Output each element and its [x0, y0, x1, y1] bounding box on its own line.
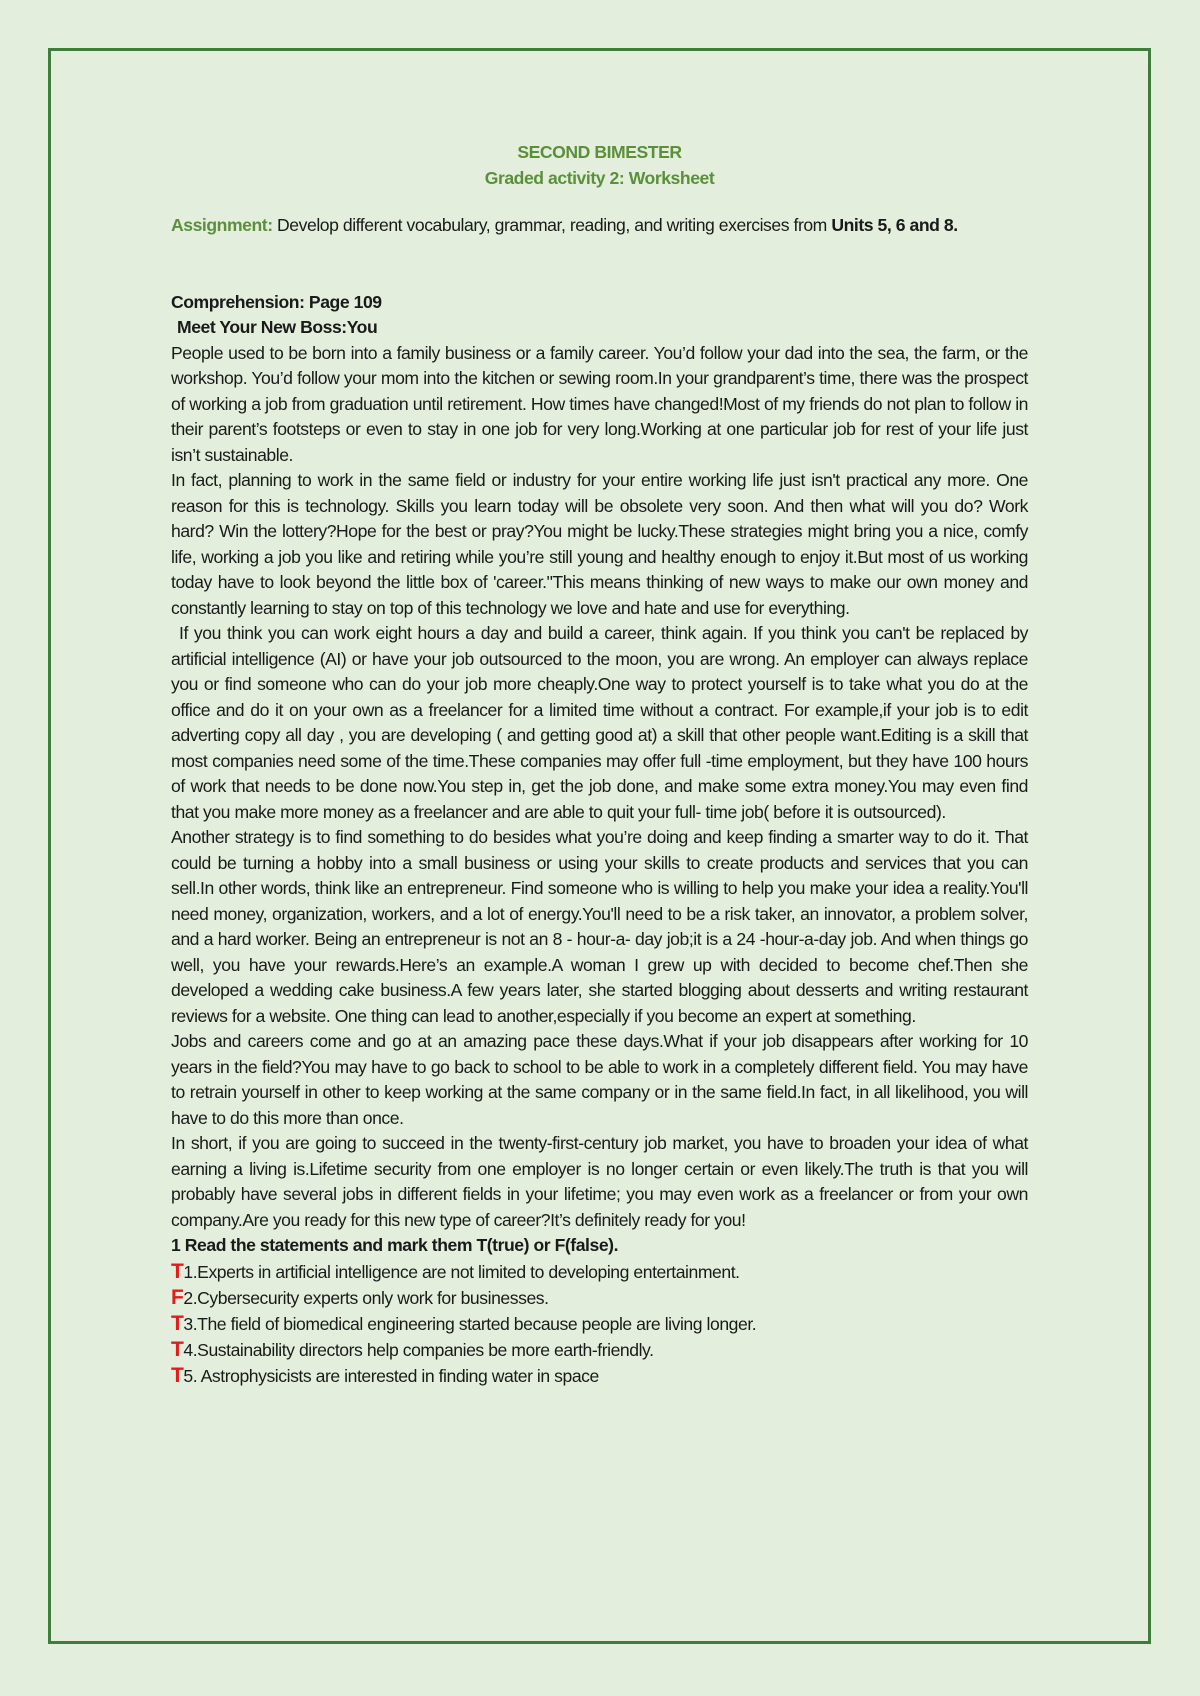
statement-text: 5. Astrophysicists are interested in finding water in space [183, 1365, 599, 1386]
document-body [171, 140, 1028, 1389]
exercise-instruction: 1 Read the statements and mark them T(true) or F(false). [171, 1235, 619, 1255]
answer-mark: T [171, 1337, 184, 1361]
article-paragraph-1: People used to be born into a family business or a family career. You’d follow your dad into the sea, the farm, or the workshop. You’d follow your mom into the kitchen or sewing room.In your grandparent’s time, there was the prospect of working a job from graduation until retirement. How times have changed!Most of my friends do not plan to follow in their parent’s footsteps or even to stay in one job for very long.Working at one particular job for rest of your life just isn’t sustainable. [171, 342, 1028, 465]
article-title: Meet Your New Boss:You [177, 317, 378, 337]
page-subtitle: Graded activity 2: Worksheet [484, 167, 715, 188]
answer-mark: T [171, 1311, 184, 1335]
statement-item [171, 1285, 1028, 1311]
article-paragraph-4: Another strategy is to find something to do besides what you’re doing and keep finding a smarter way to do it. That could be turning a hobby into a small business or using your skills to create products and services that you can sell.In other words, think like an entrepreneur. Find someone who is willing to help you make your idea a reality.You'll need money, organization, workers, and a lot of energy.You'll need to be a risk taker, an innovator, a problem solver, and a hard worker. Being an entrepreneur is not an 8 - hour-a- day job;it is a 24 -hour-a-day job. And when things go well, you have your rewards.Here’s an example.A woman I grew up with decided to become chef.Then she developed a wedding cake business.A few years later, she started blogging about desserts and writing restaurant reviews for a website. One thing can lead to another,especially if you become an expert at something. [171, 827, 1028, 1026]
article-paragraph-6: In short, if you are going to succeed in the twenty-first-century job market, you have to broaden your idea of what earning a living is.Lifetime security from one employer is no longer certain or even likely.The truth is that you will probably have several jobs in different fields in your lifetime; you may even work as a freelancer or from your own company.Are you ready for this new type of career?It’s definitely ready for you! [171, 1133, 1028, 1230]
page-title: SECOND BIMESTER [517, 142, 682, 162]
statement-item [171, 1363, 1028, 1389]
answer-mark: F [171, 1285, 184, 1309]
statement-text: 1.Experts in artificial intelligence are not limited to developing entertainment. [183, 1261, 740, 1282]
statement-item [171, 1337, 1028, 1363]
statement-text: 4.Sustainability directors help companies be more earth-friendly. [183, 1339, 654, 1360]
statement-item [171, 1259, 1028, 1285]
statement-text: 2.Cybersecurity experts only work for businesses. [183, 1287, 549, 1308]
statement-item [171, 1311, 1028, 1337]
assignment-units: Units 5, 6 and 8. [831, 215, 958, 235]
assignment-line [171, 213, 1028, 239]
article-paragraph-5: Jobs and careers come and go at an amazing pace these days.What if your job disappears after working for 10 years in the field?You may have to go back to school to be able to work in a completely different field. You may have to retrain yourself in other to keep working at the same company or in the same field.In fact, in all likelihood, you will have to do this more than once. [171, 1031, 1028, 1128]
assignment-text: Develop different vocabulary, grammar, reading, and writing exercises from [272, 215, 832, 235]
answer-mark: T [171, 1363, 184, 1387]
article-paragraph-2: In fact, planning to work in the same field or industry for your entire working life just isn't practical any more. One reason for this is technology. Skills you learn today will be obsolete very soon. And then what will you do? Work hard? Win the lottery?Hope for the best or pray?You might be lucky.These strategies might bring you a nice, comfy life, working a job you like and retiring while you’re still young and healthy enough to enjoy it.But most of us working today have to look beyond the little box of 'career."This means thinking of new ways to make our own money and constantly learning to stay on top of this technology we love and hate and use for everything. [171, 470, 1028, 618]
statement-text: 3.The field of biomedical engineering started because people are living longer. [183, 1313, 757, 1334]
assignment-label: Assignment: [171, 215, 273, 235]
comprehension-heading: Comprehension: Page 109 [171, 291, 382, 312]
answer-mark: T [171, 1259, 184, 1283]
article-paragraph-3: If you think you can work eight hours a day and build a career, think again. If you think you can't be replaced by artificial intelligence (AI) or have your job outsourced to the moon, you are wrong. An employer can always replace you or find someone who can do your job more cheaply.One way to protect yourself is to take what you do at the office and do it on your own as a freelancer for a limited time without a contract. For example,if your job is to edit adverting copy all day , you are developing ( and getting good at) a skill that other people want.Editing is a skill that most companies need some of the time.These companies may offer full -time employment, but they have 100 hours of work that needs to be done now.You step in, get the job done, and make some extra money.You may even find that you make more money as a freelancer and are able to quit your full- time job( before it is outsourced). [171, 623, 1028, 822]
